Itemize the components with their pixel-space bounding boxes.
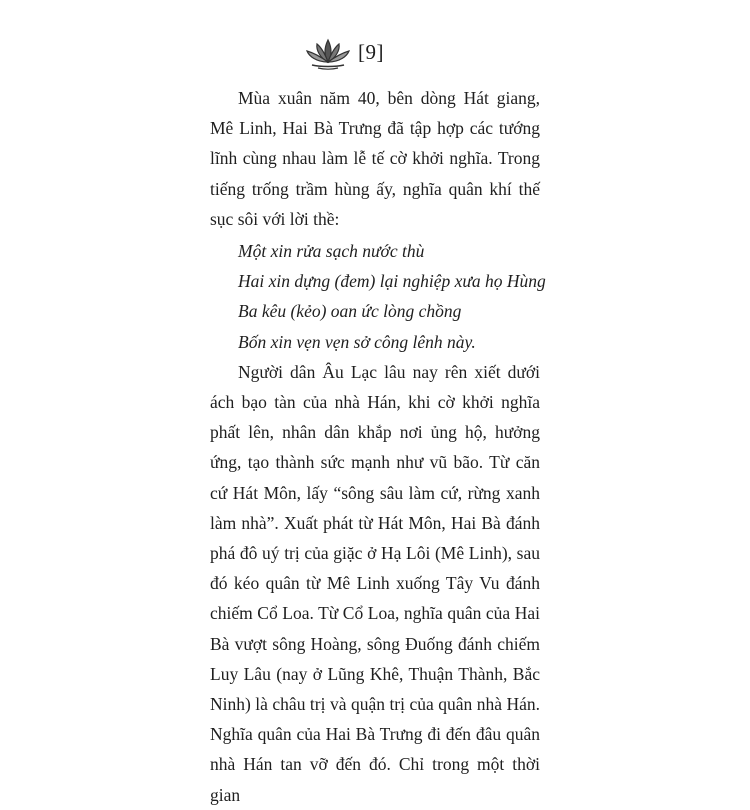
- oath-verse-line-2: Hai xin dựng (đem) lại nghiệp xưa họ Hùng: [238, 271, 546, 292]
- intro-paragraph: Mùa xuân năm 40, bên dòng Hát giang, Mê Linh, Hai Bà Trưng đã tập hợp các tướng lĩnh cùng nhau làm lễ tế cờ khởi nghĩa. Trong tiếng trống trầm hùng ấy, nghĩa quân khí thế sục sôi với lời thề:: [210, 88, 540, 229]
- lotus-ornament-icon: [304, 34, 352, 72]
- oath-verse-line-1: Một xin rửa sạch nước thù: [238, 241, 425, 262]
- page-header: [0, 34, 750, 74]
- oath-verse-line-4: Bốn xin vẹn vẹn sở công lênh này.: [238, 331, 476, 352]
- oath-verse-line-3: Ba kêu (kẻo) oan ức lòng chồng: [238, 301, 462, 322]
- main-paragraph: Người dân Âu Lạc lâu nay rên xiết dưới ách bạo tàn của nhà Hán, khi cờ khởi nghĩa phất lên, nhân dân khắp nơi ủng hộ, hưởng ứng, tạo thành sức mạnh như vũ bão. Từ căn cứ Hát Môn, lấy “sông sâu làm cứ, rừng xanh làm nhà”. Xuất phát từ Hát Môn, Hai Bà đánh phá đô uý trị của giặc ở Hạ Lôi (Mê Linh), sau đó kéo quân từ Mê Linh xuống Tây Vu đánh chiếm Cổ Loa. Từ Cổ Loa, nghĩa quân của Hai Bà vượt sông Hoàng, sông Đuống đánh chiếm Luy Lâu (nay ở Lũng Khê, Thuận Thành, Bắc Ninh) là châu trị và quận trị của quân nhà Hán. Nghĩa quân của Hai Bà Trưng đi đến đâu quân nhà Hán tan vỡ đến đó. Chỉ trong một thời gian: [210, 361, 540, 805]
- page-number: [9]: [358, 40, 384, 64]
- body-text: [210, 83, 546, 810]
